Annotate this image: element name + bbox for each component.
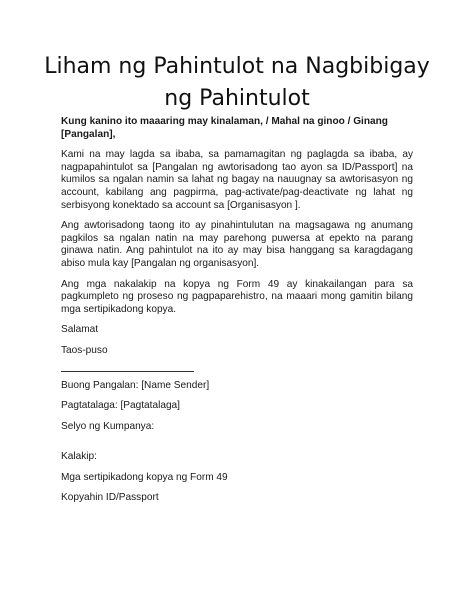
company-seal-field: Selyo ng Kumpanya: [61,420,155,432]
paragraph-authorization: Kami na may lagda sa ibaba, sa pamamagitan ng paglagda sa ibaba, ay nagpapahintulot sa [Pangalan ng awtorisadong tao ayon sa ID/Passport] na kumilos sa ngalan namin sa lahat ng bagay na nauugnay sa awtorisasyon ng account, kabilang ang pagpirma, pag-activate/pag-deactivate ng lahat ng serbisyong konektado sa account sa [Organisasyon ]. [61,149,413,211]
thanks-text: Salamat [61,324,99,336]
letter-title: Liham ng Pahintulot na Nagbibigay ng Pahintulot [44,54,430,111]
full-name-field: Buong Pangalan: [Name Sender] [61,379,210,391]
signature-line [61,371,194,372]
spacer [61,441,413,451]
greeting: Kung kanino ito maaaring may kinalaman, / Mahal na ginoo / Ginang [Pangalan], [61,116,388,140]
attachment-item: Kopyahin ID/Passport [61,492,159,504]
closing-text: Taos-puso [61,344,108,356]
paragraph-attachments-note: Ang mga nakalakip na kopya ng Form 49 ay kinakailangan para sa pagkumpleto ng proseso ng pagpaparehistro, na maaari mong gamitin bilang mga sertipikadong kopya. [61,278,413,315]
letter-body [61,116,413,513]
paragraph-authority-scope: Ang awtorisadong taong ito ay pinahintulutan na magsagawa ng anumang pagkilos sa ngalan natin na may parehong puwersa at epekto na parang ginawa natin. Ang pahintulot na ito ay may bisa hanggang sa karagdagang abiso mula kay [Pangalan ng organisasyon]. [61,220,413,269]
attachment-item: Mga sertipikadong kopya ng Form 49 [61,471,228,483]
designation-field: Pagtatalaga: [Pagtatalaga] [61,400,180,412]
attachments-label: Kalakip: [61,451,97,463]
